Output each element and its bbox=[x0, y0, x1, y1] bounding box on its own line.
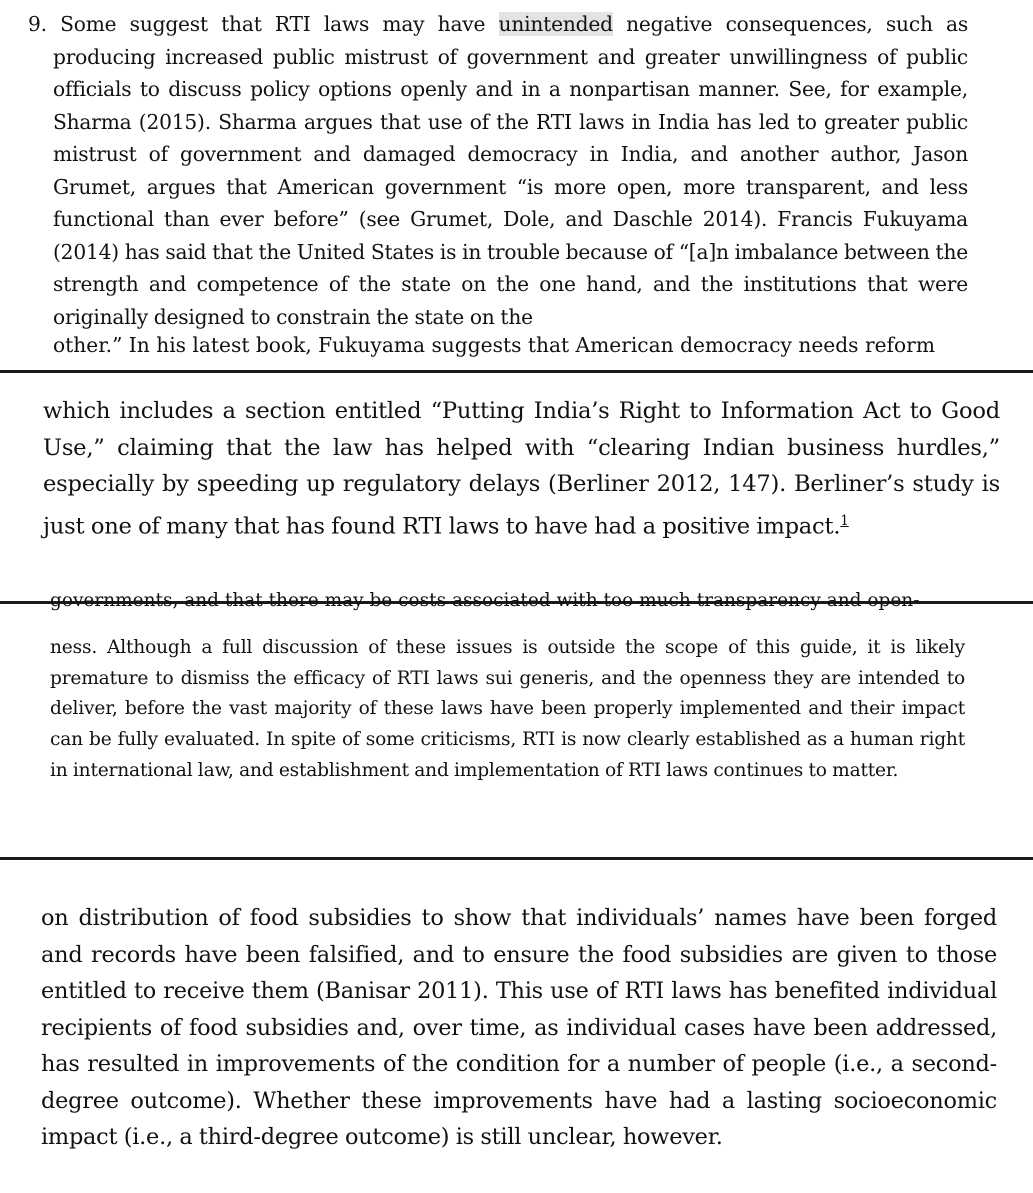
footnote-text-rest: negative consequences, such as producing increased public mistrust of government and greater unwillingness of public officials to discuss policy options openly and in a nonpartisan manner. See, for example, Sharma (2015). Sharma argues that use of the RTI laws in India has led to greater public mistrust of government and damaged democracy in India, and another author, Jason Grumet, argues that American government “is more open, more transparent, and less functional than ever before” (see Grumet, Dole, and Daschle 2014). Francis Fukuyama (2014) has said that the United States is in trouble because of “[a]n imbalance between the strength and competence of the state on the one hand, and the institutions that were originally designed to constrain the state on the bbox=[53, 12, 968, 329]
excerpt-2-text: which includes a section entitled “Putting India’s Right to Information Act to Good Use,” claiming that the law has helped with “clearing Indian business hurdles,” especially by speeding up regulatory delays (Berliner 2012, 147). Berliner’s study is just one of many that has found RTI laws to have had a positive impact. bbox=[43, 398, 1000, 540]
footnote-text-start: Some suggest that RTI laws may have bbox=[46, 12, 499, 36]
excerpt-2-paragraph bbox=[43, 393, 1000, 545]
excerpt-3-paragraph: ness. Although a full discussion of these issues is outside the scope of this guide, it is likely premature to dismiss the efficacy of RTI laws sui generis, and the openness they are intended to deliver, before the vast majority of these laws have been properly implemented and their impact can be fully evaluated. In spite of some criticisms, RTI is now clearly established as a human right in international law, and establishment and implementation of RTI laws continues to matter. bbox=[50, 637, 965, 781]
highlighted-word[interactable]: unintended bbox=[498, 12, 613, 36]
clipped-line-text: governments, and that there may be costs associated with too much transparency and open- bbox=[50, 590, 920, 611]
excerpt-4-paragraph: on distribution of food subsidies to show that individuals’ names have been forged and records have been falsified, and to ensure the food subsidies are given to those entitled to receive them (Banisar 2011). This use of RTI laws has benefited individual recipients of food subsidies and, over time, as individual cases have been addressed, has resulted in improvements of the condition for a number of people (i.e., a second-degree outcome). Whether these improvements have had a lasting socioeconomic impact (i.e., a third-degree outcome) is still unclear, however. bbox=[41, 905, 997, 1150]
footnote-number: 9. bbox=[28, 12, 47, 36]
clipped-line bbox=[50, 590, 965, 624]
excerpt-panel-2 bbox=[0, 373, 1033, 601]
footnote-reference-link[interactable]: 1 bbox=[840, 512, 849, 529]
excerpt-panel-3 bbox=[0, 590, 1033, 857]
excerpt-panel-4 bbox=[0, 860, 1033, 1193]
footnote-9-paragraph bbox=[28, 8, 968, 333]
footnote-panel bbox=[0, 0, 1033, 357]
clipped-line: other.” In his latest book, Fukuyama suggests that American democracy needs reform bbox=[53, 333, 935, 357]
